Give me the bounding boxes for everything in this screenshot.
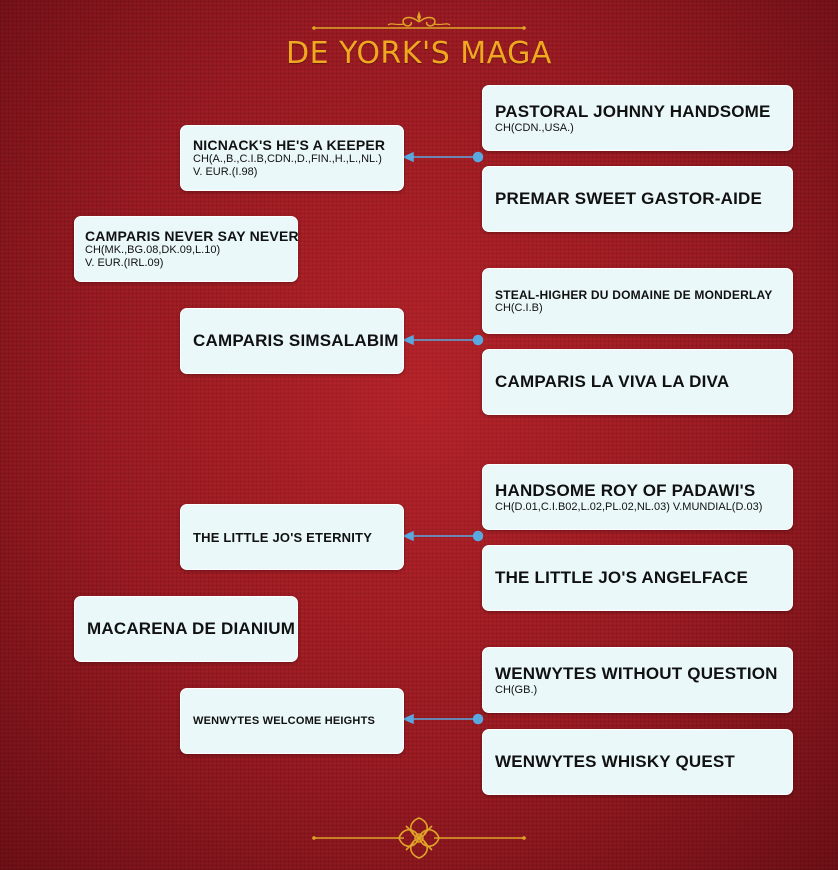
card-grandparent-4-name: CAMPARIS LA VIVA LA DIVA [495, 372, 730, 391]
card-grandparent-5[interactable] [482, 464, 793, 530]
card-dam-dam-line[interactable] [74, 596, 298, 662]
card-grandparent-7-name: WENWYTES WITHOUT QUESTION [495, 663, 778, 683]
card-grandparent-4[interactable] [482, 349, 793, 415]
card-grandparent-1-name: PASTORAL JOHNNY HANDSOME [495, 101, 771, 121]
card-dam-dam-line-name: MACARENA DE DIANIUM [87, 619, 296, 638]
connector-sire-dot [474, 153, 483, 162]
card-dam[interactable] [74, 216, 298, 282]
connector-sire-dam-arrow [404, 336, 413, 344]
card-grandparent-3-name: STEAL-HIGHER DU DOMAINE DE MONDERLAY [495, 287, 773, 302]
card-sire-name: NICNACK'S HE'S A KEEPER [193, 137, 386, 153]
card-dam-titles-line2: V. EUR.(IRL.09) [85, 257, 164, 269]
card-dam-titles-line1: CH(MK.,BG.08,DK.09,L.10) [85, 244, 221, 256]
card-grandparent-7-titles: CH(GB.) [495, 683, 538, 696]
card-grandparent-2[interactable] [482, 166, 793, 232]
card-sire-dam[interactable] [180, 308, 404, 374]
card-dam-sire-name: THE LITTLE JO'S ETERNITY [193, 529, 373, 545]
card-dam-name: CAMPARIS NEVER SAY NEVER [85, 228, 299, 244]
card-grandparent-1-titles: CH(CDN.,USA.) [495, 121, 574, 134]
connector-dam-dam-dot [474, 715, 483, 724]
card-grandparent-5-name: HANDSOME ROY OF PADAWI'S [495, 480, 756, 500]
connector-sire-dam-dot [474, 336, 483, 345]
card-dam-sire[interactable] [180, 504, 404, 570]
card-dam-dam-name: WENWYTES WELCOME HEIGHTS [193, 715, 376, 727]
connector-sire-arrow [404, 153, 413, 161]
card-grandparent-2-name: PREMAR SWEET GASTOR-AIDE [495, 189, 763, 208]
card-sire-dam-name: CAMPARIS SIMSALABIM [193, 331, 399, 350]
connector-dam-sire-dot [474, 532, 483, 541]
card-sire-titles-line2: V. EUR.(I.98) [193, 166, 258, 178]
card-grandparent-6-name: THE LITTLE JO'S ANGELFACE [495, 568, 749, 587]
card-sire-titles-line1: CH(A.,B.,C.I.B,CDN.,D.,FIN.,H.,L.,NL.) [193, 153, 382, 165]
connector-dam-dam-arrow [404, 715, 413, 723]
card-sire[interactable] [180, 125, 404, 191]
card-grandparent-8[interactable] [482, 729, 793, 795]
pedigree-title: DE YORK'S MAGA [286, 36, 552, 71]
connector-dam-sire-arrow [404, 532, 413, 540]
card-grandparent-7[interactable] [482, 647, 793, 713]
card-grandparent-1[interactable] [482, 85, 793, 151]
card-grandparent-3-titles: CH(C.I.B) [495, 301, 543, 314]
card-grandparent-8-name: WENWYTES WHISKY QUEST [495, 752, 736, 771]
card-grandparent-6[interactable] [482, 545, 793, 611]
card-grandparent-3[interactable] [482, 268, 793, 334]
card-grandparent-5-titles: CH(D.01,C.I.B02,L.02,PL.02,NL.03) V.MUNDIAL(D.03) [495, 500, 763, 513]
card-dam-dam[interactable] [180, 688, 404, 754]
bottom-ornament [312, 814, 526, 864]
